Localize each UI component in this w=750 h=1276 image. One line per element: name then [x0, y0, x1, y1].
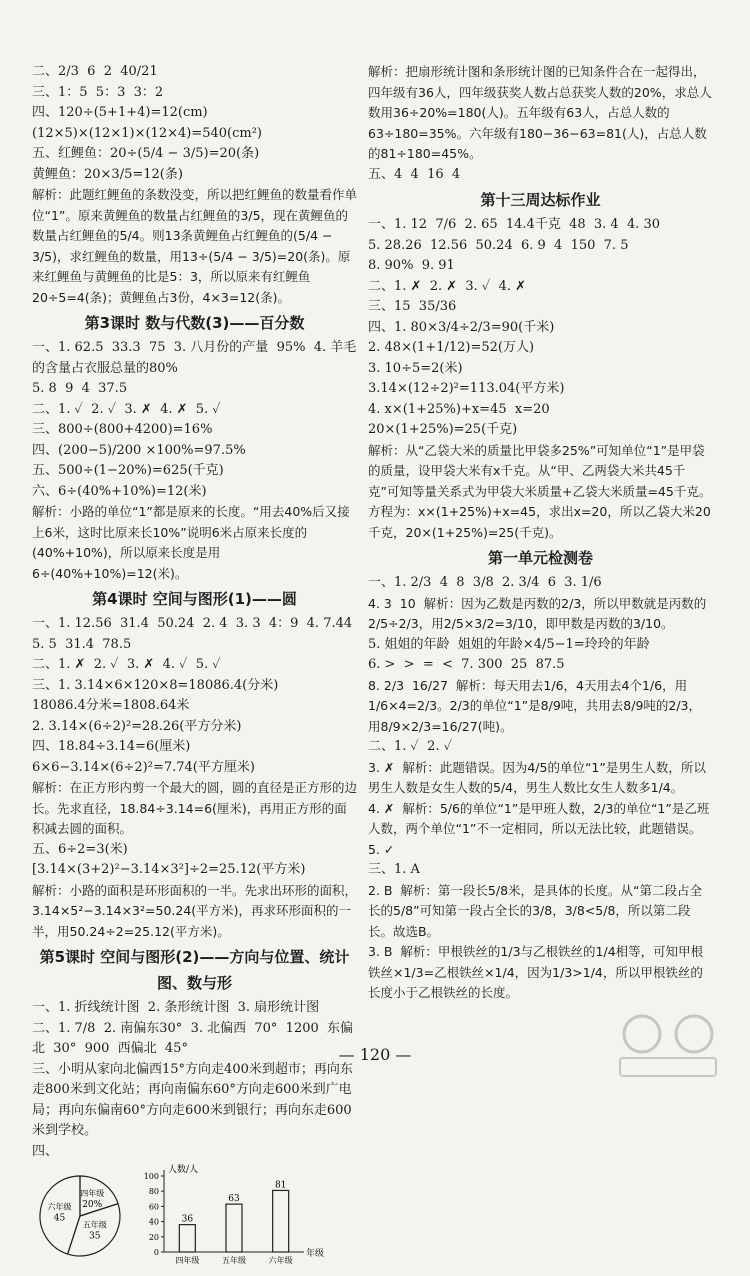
y-tick-label: 40 — [148, 1217, 159, 1227]
y-axis-label: 人数/人 — [168, 1165, 199, 1175]
answer-line: 一、1. 12.56 31.4 50.24 2. 4 3. 3 4：9 4. 7.44 5. 5 31.4 78.5 — [32, 616, 361, 652]
explanation-text: 解析：把扇形统计图和条形统计图的已知条件合在一起得出，四年级有36人，四年级获奖人数占总获奖人数的20%，求总人数用36÷20%=180(人)。五年级有63人，占总人数的63÷180=35%。六年级有180−36−63=81(人)，占总人数的81÷180=45%。 — [368, 64, 712, 161]
answer-line: 二、1. ✗ 2. ✓ 3. ✗ 4. ✓ 5. ✓ — [32, 657, 221, 672]
answer-line: 三、1. 3.14×6×120×8=18086.4(分米) — [32, 677, 279, 693]
bar — [179, 1225, 195, 1252]
answer-line: 五、6÷2=3(米) — [32, 841, 128, 857]
answer-line: 20×(1+25%)=25(千克) — [368, 422, 518, 437]
section-heading: 第4课时 空间与图形(1)——圆 — [92, 590, 297, 608]
answer-line: 5. 8 9 4 37.5 — [32, 381, 128, 396]
answer-line: 一、1. 2/3 4 8 3/8 2. 3/4 6 3. 1/6 — [368, 575, 602, 590]
answer-line: 18086.4分米=1808.64米 — [32, 698, 190, 713]
answer-line: 六、6÷(40%+10%)=12(米) — [32, 483, 207, 499]
charts-svg — [32, 1164, 332, 1268]
answer-line: 2. 3.14×(6÷2)²=28.26(平方分米) — [32, 718, 242, 734]
answer-line: 黄鲤鱼：20×3/5=12(条) — [32, 166, 183, 182]
explanation-text: 解析：小路的单位“1”都是原来的长度。“用去40%后又接上6米，这时比原来长10%”说明6米占原来长度的(40%+10%)，所以原来长度是用6÷(40%+10%)=12(米)。 — [32, 504, 350, 581]
section-heading: 第3课时 数与代数(3)——百分数 — [84, 314, 305, 332]
category-label: 四年级 — [175, 1256, 200, 1265]
answer-line: 2. 48×(1+1/12)=52(万人) — [368, 340, 535, 355]
answer-line: 二、1. ✓ 2. ✓ — [368, 739, 453, 754]
answer-line: 三、1. A — [368, 862, 420, 877]
pie-slice-value: 20% — [82, 1200, 103, 1211]
answer-line: 一、1. 12 7/6 2. 65 14.4千克 48 3. 4 4. 30 — [368, 217, 661, 232]
section-heading: 第一单元检测卷 — [487, 549, 593, 567]
pie-slice-value: 45 — [53, 1213, 66, 1224]
bar-value-label: 81 — [274, 1180, 287, 1191]
y-tick-label: 60 — [148, 1202, 159, 1212]
answer-line: (12×5)×(12×1)×(12×4)=540(cm²) — [32, 125, 263, 141]
answer-line: 四、1. 80×3/4÷2/3=90(千米) — [368, 319, 555, 335]
answer-line: 三、800÷(800+4200)=16% — [32, 422, 213, 437]
pie-slice-label: 五年级 — [82, 1220, 107, 1230]
answer-line: 三、小明从家向北偏西15°方向走400米到超市；再向东走800米到文化站；再向南偏东60°方向走600米到广电局；再向东偏南60°方向走600米到银行；再向东走600米到学校。 — [32, 1061, 353, 1138]
y-tick-label: 80 — [148, 1187, 159, 1197]
section-heading: 第十三周达标作业 — [480, 191, 601, 209]
explanation-text: 3. ✗ 解析：此题错误。因为4/5的单位“1”是男生人数，所以男生人数是女生人数的5/4，男生人数比女生人数多1/4。 — [368, 759, 706, 795]
answer-line: 4. x×(1+25%)+x=45 x=20 — [368, 401, 550, 417]
explanation-text: 解析：从“乙袋大米的质量比甲袋多25%”可知单位“1”是甲袋的质量，设甲袋大米有x千克。从“甲、乙两袋大米共45千克”可知等量关系式为甲袋大米质量+乙袋大米质量=45千克。方程为：x×(1+25%)+x=45，求出x=20，所以乙袋大米20千克，20×(1+25%)=25(千克)。 — [368, 442, 712, 540]
charts-area — [32, 1164, 357, 1268]
answer-line: 5. 28.26 12.56 50.24 6. 9 4 150 7. 5 — [368, 237, 629, 253]
answer-line: 二、2/3 6 2 40/21 — [32, 64, 158, 79]
answer-line: 3. 10÷5=2(米) — [368, 360, 463, 376]
answer-line: 五、红鲤鱼：20÷(5/4 − 3/5)=20(条) — [32, 146, 260, 161]
x-axis-label: 年级 — [306, 1249, 325, 1259]
answer-line: 二、1. ✓ 2. ✓ 3. ✗ 4. ✗ 5. ✓ — [32, 401, 221, 417]
answer-line: 四、(200−5)/200 ×100%=97.5% — [32, 442, 246, 458]
answer-line: 3.14×(12÷2)²=113.04(平方米) — [368, 381, 565, 396]
answer-line: 6×6−3.14×(6÷2)²=7.74(平方厘米) — [32, 759, 255, 775]
answer-line: 五、500÷(1−20%)=625(千克) — [32, 463, 224, 478]
y-tick-label: 0 — [153, 1248, 159, 1257]
answer-line: 一、1. 折线统计图 2. 条形统计图 3. 扇形统计图 — [32, 1000, 320, 1015]
answer-line: 三、1：5 5：3 3：2 — [32, 84, 164, 100]
bar — [226, 1204, 242, 1252]
category-label: 六年级 — [268, 1256, 293, 1265]
answer-line: 5. 姐姐的年龄 姐姐的年龄×4/5−1=玲玲的年龄 — [368, 636, 650, 652]
answer-line: 一、1. 62.5 33.3 75 3. 八月份的产量 95% 4. 羊毛的含量占衣服总量的80% — [32, 340, 357, 376]
explanation-text: 解析：小路的面积是环形面积的一半。先求出环形的面积，3.14×5²−3.14×3²=50.24(平方米)，再求环形面积的一半，用50.24÷2=25.12(平方米)。 — [32, 882, 358, 939]
answer-line: 四、18.84÷3.14=6(厘米) — [32, 739, 191, 754]
page-number: — 120 — — [338, 1045, 412, 1064]
watermark-logo — [612, 1012, 724, 1080]
right-column — [368, 62, 713, 1004]
answer-line: 五、4 4 16 4 — [368, 166, 461, 182]
answer-line: 四、 — [32, 1143, 59, 1159]
pie-slice-label: 四年级 — [80, 1189, 105, 1199]
bar-value-label: 36 — [181, 1214, 194, 1225]
bar-value-label: 63 — [228, 1194, 240, 1205]
answer-line: 二、1. ✗ 2. ✗ 3. ✓ 4. ✗ — [368, 278, 526, 294]
y-tick-label: 20 — [148, 1232, 159, 1242]
answer-line: 四、120÷(5+1+4)=12(cm) — [32, 105, 208, 120]
explanation-text: 解析：此题红鲤鱼的条数没变，所以把红鲤鱼的数量看作单位“1”。原来黄鲤鱼的数量占红鲤鱼的3/5，现在黄鲤鱼的数量占红鲤鱼的5/4。则13条黄鲤鱼占红鲤鱼的(5/4 − 3/5)，求红鲤鱼的数量，用13÷(5/4 − 3/5)=20(条)。原来红鲤鱼与黄鲤鱼的比是5：3，所以原来有红鲤鱼20÷5=4(条)；黄鲤鱼占3份，4×3=12(条)。 — [32, 187, 358, 305]
left-column — [32, 62, 361, 1268]
explanation-text: 4. ✗ 解析：5/6的单位“1”是甲班人数，2/3的单位“1”是乙班人数，两个单位“1”不一定相同，所以无法比较，此题错误。 5. ✓ — [368, 800, 710, 857]
explanation-text: 8. 2/3 16/27 解析：每天用去1/6，4天用去4个1/6，用1/6×4=2/3。2/3的单位“1”是8/9吨，共用去8/9吨的2/3，用8/9×2/3=16/27(吨)。 — [368, 677, 702, 734]
explanation-text: 解析：在正方形内剪一个最大的圆，圆的直径是正方形的边长。先求直径，18.84÷3.14=6(厘米)，再用正方形的面积减去圆的面积。 — [32, 780, 358, 836]
answer-line: 6. > > = < 7. 300 25 87.5 — [368, 657, 565, 672]
section-heading: 第5课时 空间与图形(2)——方向与位置、统计图、数与形 — [39, 948, 350, 992]
answer-line: 二、1. 7/8 2. 南偏东30° 3. 北偏西 70° 1200 东偏北 30° 900 西偏北 45° — [32, 1020, 354, 1056]
answer-line: 8. 90% 9. 91 — [368, 258, 455, 273]
explanation-text: 2. B 解析：第一段长5/8米，是具体的长度。从“第二段占全长的5/8”可知第一段占全长的3/8，3/8<5/8，所以第二段长。故选B。 — [368, 882, 703, 939]
pie-slice-value: 35 — [88, 1231, 101, 1242]
category-label: 五年级 — [222, 1256, 246, 1265]
answer-line: 三、15 35/36 — [368, 299, 457, 314]
bar — [273, 1190, 289, 1252]
answer-line: [3.14×(3+2)²−3.14×3²]÷2=25.12(平方米) — [32, 862, 306, 877]
explanation-text: 3. B 解析：甲根铁丝的1/3与乙根铁丝的1/4相等，可知甲根铁丝×1/3=乙根铁丝×1/4，因为1/3>1/4，所以甲根铁丝的长度小于乙根铁丝的长度。 — [368, 944, 704, 1000]
y-tick-label: 100 — [143, 1172, 159, 1181]
explanation-text: 4. 3 10 解析：因为乙数是丙数的2/3，所以甲数就是丙数的2/5÷2/3，用2/5×3/2=3/10，即甲数是丙数的3/10。 — [368, 595, 707, 631]
pie-slice-label: 六年级 — [47, 1202, 72, 1212]
